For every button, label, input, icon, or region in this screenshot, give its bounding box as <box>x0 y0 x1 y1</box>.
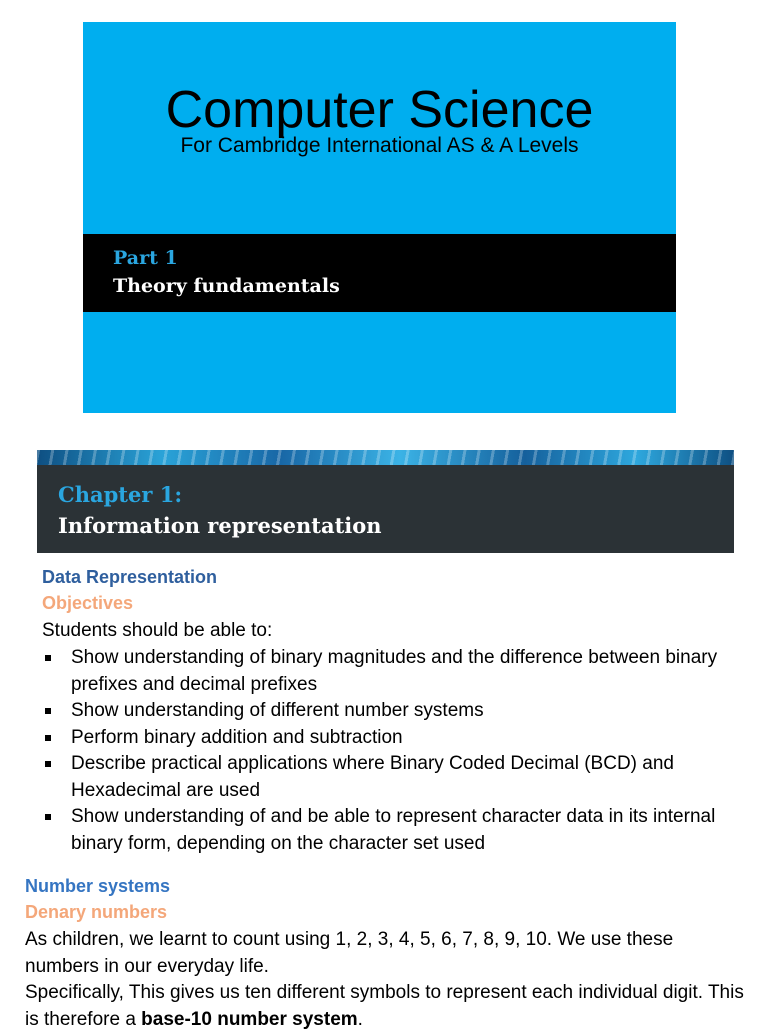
paragraph: As children, we learnt to count using 1, 2, 3, 4, 5, 6, 7, 8, 9, 10. We use these numbers in our everyday life. <box>25 929 674 977</box>
part-band <box>83 234 676 312</box>
objectives-list <box>42 645 732 857</box>
list-item <box>42 725 732 752</box>
bullet-icon <box>45 708 51 714</box>
cover-subtitle: For Cambridge International AS & A Levels <box>180 134 579 157</box>
section-heading: Data Representation <box>42 567 218 587</box>
denary-subheading: Denary numbers <box>25 902 168 922</box>
objective-text: Show understanding of different number systems <box>71 700 484 721</box>
bullet-icon <box>45 655 51 661</box>
chapter-decorative-strip <box>37 450 734 465</box>
bullet-icon <box>45 814 51 820</box>
bold-term: base-10 number system <box>141 1008 358 1030</box>
objectives-intro: Students should be able to: <box>42 620 273 641</box>
list-item <box>42 698 732 725</box>
list-item <box>42 804 732 857</box>
objective-text: Perform binary addition and subtraction <box>71 726 403 748</box>
paragraph <box>25 980 745 1033</box>
objective-text: Describe practical applications where Binary Coded Decimal (BCD) and Hexadecimal are used <box>71 753 674 801</box>
bullet-icon <box>45 735 51 741</box>
part-name: Theory fundamentals <box>113 275 340 297</box>
bullet-icon <box>45 761 51 767</box>
cover-title: Computer Science <box>165 81 594 139</box>
chapter-label: Chapter 1: <box>58 482 183 507</box>
objective-text: Show understanding of binary magnitudes and the difference between binary prefixes and decimal prefixes <box>71 647 718 695</box>
paragraph-end: . <box>357 1008 363 1030</box>
chapter-name: Information representation <box>58 513 382 538</box>
section-subheading: Objectives <box>42 593 134 613</box>
objective-text: Show understanding of and be able to represent character data in its internal binary form, depending on the character set used <box>71 806 716 854</box>
list-item <box>42 645 732 698</box>
chapter-banner <box>37 450 734 553</box>
list-item <box>42 751 732 804</box>
book-cover <box>83 22 676 413</box>
paragraph-text: Specifically, This gives us ten different symbols to represent each individual digit. This is therefore a <box>25 982 744 1030</box>
number-systems-heading: Number systems <box>25 876 171 896</box>
part-label: Part 1 <box>113 247 178 269</box>
